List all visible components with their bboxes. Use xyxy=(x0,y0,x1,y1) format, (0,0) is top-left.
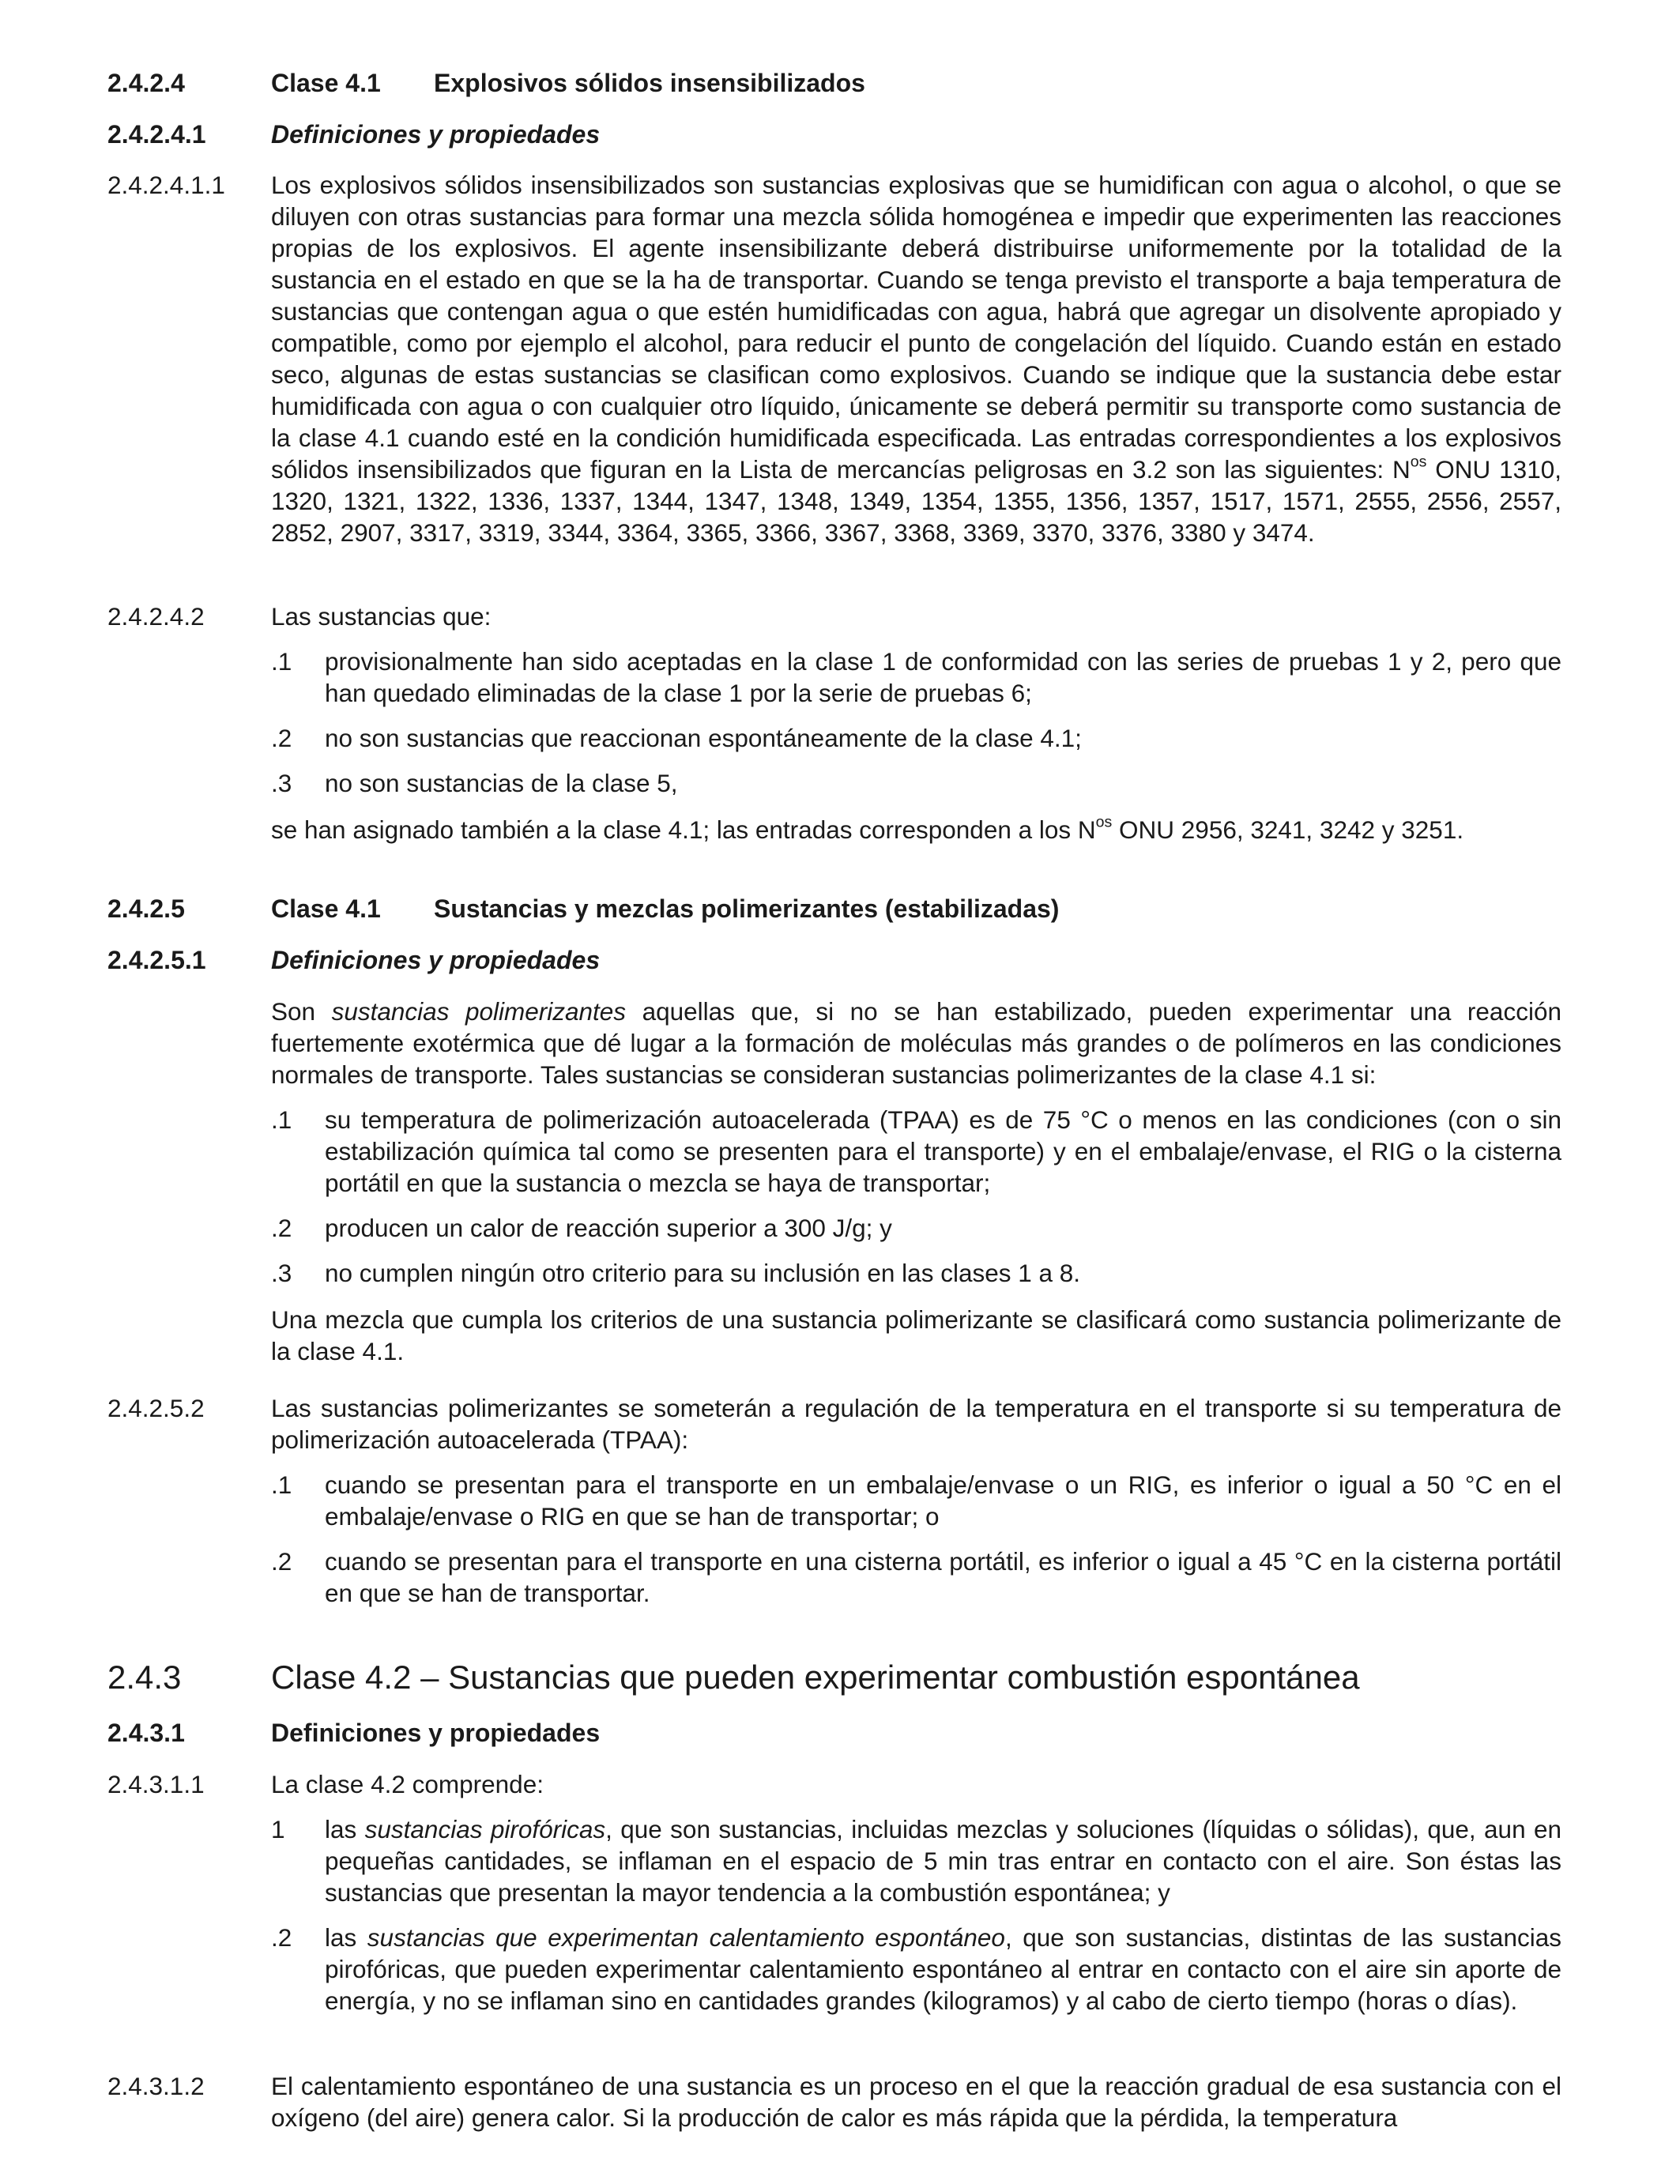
item-marker: .1 xyxy=(271,1105,292,1134)
section-number: 2.4.2.5 xyxy=(107,894,185,923)
item-list xyxy=(271,1104,1561,1289)
emphasis: sustancias polimerizantes xyxy=(331,997,627,1026)
item-marker: .1 xyxy=(271,647,292,676)
subsection-heading-2-4-3-1 xyxy=(107,1717,1561,1749)
paragraph-2-4-2-4-1-1 xyxy=(107,169,1561,548)
paragraph-text: El calentamiento espontáneo de una sustancia es un proceso en el que la reacción gradual de esa sustancia con el oxígeno (del aire) genera calor. Si la producción de calor es más rápida que la pérdida, la temperatura xyxy=(271,2072,1561,2132)
paragraph-number: 2.4.3.1.2 xyxy=(107,2072,205,2100)
section-title: Clase 4.2 – Sustancias que pueden experimentar combustión espontánea xyxy=(271,1659,1360,1696)
item-text: su temperatura de polimerización autoacelerada (TPAA) es de 75 °C o menos en las condiciones (con o sin estabilización química tal como se presenten para el transporte) y en el embalaje/envase, el RIG o la cisterna portátil en que la sustancia o mezcla se haya de transportar; xyxy=(325,1105,1561,1197)
list-item xyxy=(271,1922,1561,2016)
section-heading-2-4-3 xyxy=(107,1658,1561,1697)
section-number: 2.4.2.4 xyxy=(107,69,185,97)
subsection-title: Definiciones y propiedades xyxy=(271,946,601,974)
list-item xyxy=(271,722,1561,754)
item-list xyxy=(271,646,1561,799)
item-marker: .1 xyxy=(271,1470,292,1499)
paragraph-2-4-2-5-2 xyxy=(107,1392,1561,1609)
superscript: os xyxy=(1410,453,1427,471)
item-marker: .2 xyxy=(271,1923,292,1952)
paragraph-closing: Una mezcla que cumpla los criterios de una sustancia polimerizante se clasificará como sustancia polimerizante de la clase 4.1. xyxy=(271,1305,1561,1365)
text-run: , que son sustancias, distintas de las sustancias pirofóricas, que pueden experimentar calentamiento espontáneo al entrar en contacto con el aire sin aporte de energía, y no se inflaman sino en cantidades grandes (kilogramos) y al cabo de cierto tiempo (horas o días). xyxy=(325,1923,1561,2015)
text-run: se han asignado también a la clase 4.1; las entradas corresponden a los N xyxy=(271,815,1096,844)
paragraph-2-4-2-5-1 xyxy=(107,996,1561,1367)
text-run: ONU 1310, 1320, 1321, 1322, 1336, 1337, 1344, 1347, 1348, 1349, 1354, 1355, 1356, 1357, 1517, 1571, 2555, 2556, 2557, 2852, 2907, 3317, 3319, 3344, 3364, 3365, 3366, 3367, 3368, 3369, 3370, 3376, 3380 y 3474. xyxy=(271,455,1561,547)
list-item xyxy=(271,1546,1561,1609)
paragraph-intro: Las sustancias que: xyxy=(271,602,492,631)
paragraph-closing xyxy=(271,814,1561,845)
paragraph-number: 2.4.3.1.1 xyxy=(107,1770,205,1798)
section-title: Explosivos sólidos insensibilizados xyxy=(434,69,865,97)
section-number: 2.4.2.5.1 xyxy=(107,946,206,974)
subsection-title: Definiciones y propiedades xyxy=(271,120,601,149)
paragraph-2-4-3-1-1 xyxy=(107,1768,1561,2016)
subsection-heading-2-4-2-5-1 xyxy=(107,944,1561,976)
item-marker: .3 xyxy=(271,1259,292,1287)
item-list xyxy=(271,1469,1561,1609)
item-marker: .2 xyxy=(271,1547,292,1576)
item-text: producen un calor de reacción superior a 300 J/g; y xyxy=(325,1214,892,1242)
list-item xyxy=(271,1257,1561,1289)
paragraph-2-4-3-1-2 xyxy=(107,2070,1561,2133)
section-title: Sustancias y mezclas polimerizantes (estabilizadas) xyxy=(434,894,1060,923)
class-label: Clase 4.1 xyxy=(271,69,381,97)
item-text: cuando se presentan para el transporte en una cisterna portátil, es inferior o igual a 45 °C en la cisterna portátil en que se han de transportar. xyxy=(325,1547,1561,1607)
item-marker: .2 xyxy=(271,1214,292,1242)
item-marker: 1 xyxy=(271,1815,285,1843)
section-number: 2.4.3.1 xyxy=(107,1719,185,1747)
text-run: aquellas que, si no se han estabilizado, pueden experimentar una reacción fuertemente exotérmica que dé lugar a la formación de moléculas más grandes o de polímeros en las condiciones normales de transporte. Tales sustancias se consideran sustancias polimerizantes de la clase 4.1 si: xyxy=(271,997,1561,1089)
text-run: ONU 2956, 3241, 3242 y 3251. xyxy=(1112,815,1464,844)
emphasis: sustancias pirofóricas xyxy=(364,1815,606,1843)
paragraph-intro: Las sustancias polimerizantes se someterán a regulación de la temperatura en el transporte si su temperatura de polimerización autoacelerada (TPAA): xyxy=(271,1394,1561,1454)
subsection-title: Definiciones y propiedades xyxy=(271,1719,601,1747)
text-run: las xyxy=(325,1923,367,1952)
paragraph-intro: La clase 4.2 comprende: xyxy=(271,1770,544,1798)
emphasis: sustancias que experimentan calentamiento espontáneo xyxy=(367,1923,1005,1952)
text-run: Son xyxy=(271,997,332,1026)
paragraph-2-4-2-4-2 xyxy=(107,601,1561,845)
list-item xyxy=(271,1212,1561,1244)
item-text: cuando se presentan para el transporte en un embalaje/envase o un RIG, es inferior o igual a 50 °C en el embalaje/envase o RIG en que se han de transportar; o xyxy=(325,1470,1561,1531)
subsection-heading-2-4-2-4-1 xyxy=(107,119,1561,150)
paragraph-intro xyxy=(271,996,1561,1090)
item-text: no son sustancias que reaccionan espontáneamente de la clase 4.1; xyxy=(325,724,1082,752)
list-item xyxy=(271,1469,1561,1532)
list-item xyxy=(271,646,1561,709)
section-heading-2-4-2-4 xyxy=(107,67,1561,99)
text-run: Los explosivos sólidos insensibilizados son sustancias explosivas que se humidifican con agua o alcohol, o que se diluyen con otras sustancias para formar una mezcla sólida homogénea e impedir que experimenten las reacciones propias de los explosivos. El agente insensibilizante deberá distribuirse uniformemente por la totalidad de la sustancia en el estado en que se la ha de transportar. Cuando se tenga previsto el transporte a baja temperatura de sustancias que contengan agua o que estén humidificadas con agua, habrá que agregar un disolvente apropiado y compatible, como por ejemplo el alcohol, para reducir el punto de congelación del líquido. Cuando están en estado seco, algunas de estas sustancias se clasifican como explosivos. Cuando se indique que la sustancia debe estar humidificada con agua o con cualquier otro líquido, únicamente se deberá permitir su transporte como sustancia de la clase 4.1 cuando esté en la condición humidificada especificada. Las entradas correspondientes a los explosivos sólidos insensibilizados que figuran en la Lista de mercancías peligrosas en 3.2 son las siguientes: N xyxy=(271,171,1561,484)
list-item xyxy=(271,767,1561,799)
item-marker: .2 xyxy=(271,724,292,752)
item-text: no cumplen ningún otro criterio para su inclusión en las clases 1 a 8. xyxy=(325,1259,1081,1287)
text-run: , que son sustancias, incluidas mezclas y soluciones (líquidas o sólidas), que, aun en pequeñas cantidades, se inflaman en el espacio de 5 min tras entrar en contacto con el aire. Son éstas las sustancias que presentan la mayor tendencia a la combustión espontánea; y xyxy=(325,1815,1561,1907)
paragraph-number: 2.4.2.5.2 xyxy=(107,1394,205,1422)
paragraph-text xyxy=(271,169,1561,548)
paragraph-number: 2.4.2.4.2 xyxy=(107,602,205,631)
item-marker: .3 xyxy=(271,769,292,797)
section-number: 2.4.2.4.1 xyxy=(107,120,206,149)
section-number: 2.4.3 xyxy=(107,1659,182,1696)
superscript: os xyxy=(1095,813,1113,831)
paragraph-number: 2.4.2.4.1.1 xyxy=(107,171,225,199)
list-item xyxy=(271,1104,1561,1199)
item-text: provisionalmente han sido aceptadas en la clase 1 de conformidad con las series de pruebas 1 y 2, pero que han quedado eliminadas de la clase 1 por la serie de pruebas 6; xyxy=(325,647,1561,707)
section-heading-2-4-2-5 xyxy=(107,893,1561,924)
item-text: no son sustancias de la clase 5, xyxy=(325,769,678,797)
item-list xyxy=(271,1813,1561,2016)
text-run: las xyxy=(325,1815,365,1843)
list-item xyxy=(271,1813,1561,1908)
class-label: Clase 4.1 xyxy=(271,894,381,923)
